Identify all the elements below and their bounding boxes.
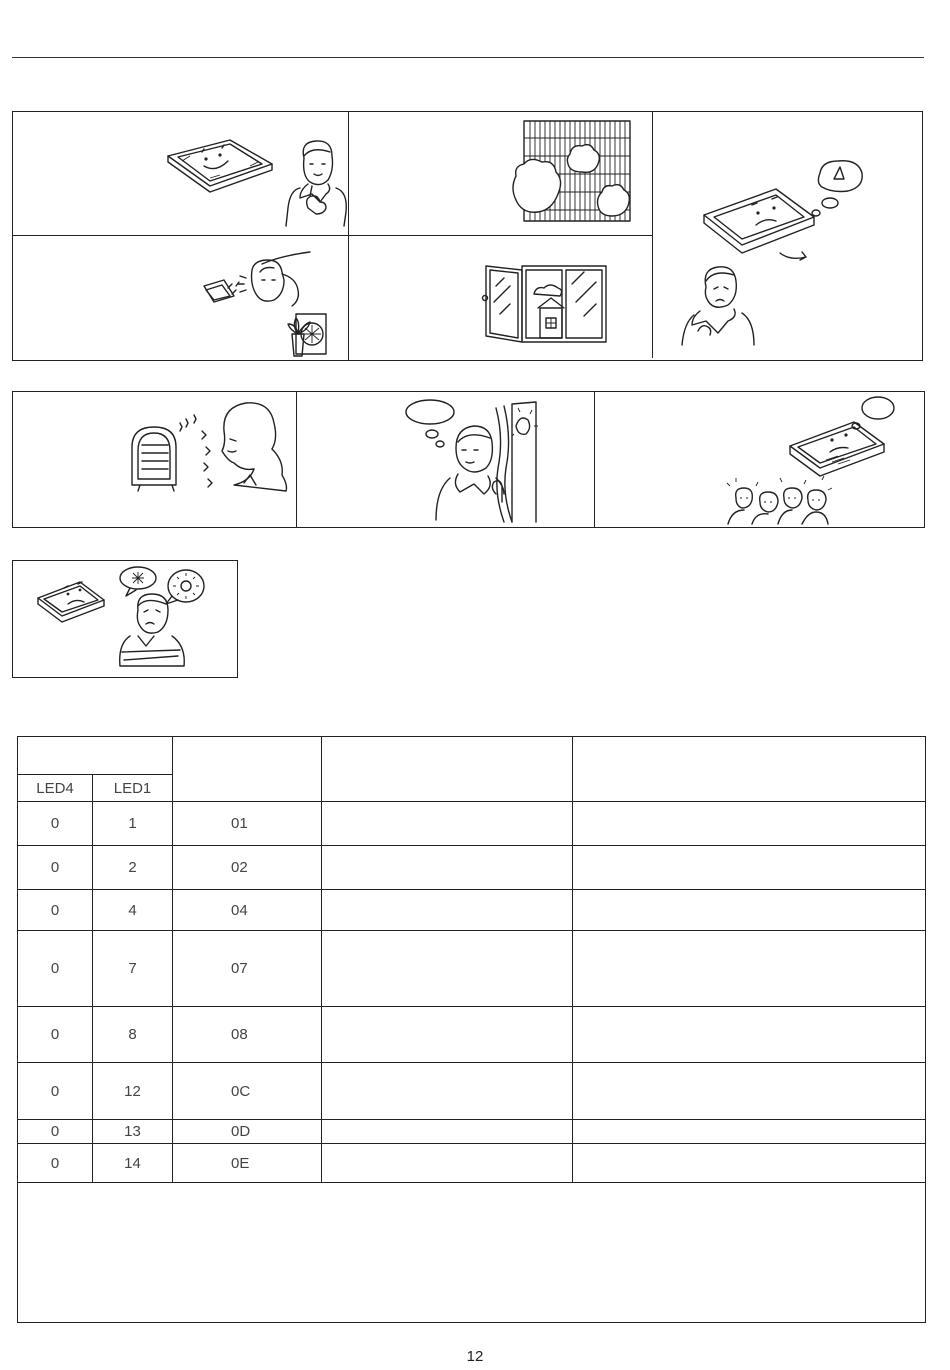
group-2-divider: [296, 391, 297, 528]
cell-code: 02: [173, 846, 322, 890]
cell-led4: 0: [18, 802, 93, 846]
clogged-filter-illustration: [508, 118, 638, 228]
cell-empty: [573, 1063, 926, 1120]
sunlight-curtain-illustration: [400, 398, 550, 526]
cell-led4: 0: [18, 931, 93, 1007]
cell-led4: 0: [18, 846, 93, 890]
header-led1: LED1: [93, 775, 173, 802]
header-cell-code: [173, 737, 322, 802]
airflow-on-person-plant-illustration: [200, 250, 345, 360]
table-row: [18, 1007, 926, 1063]
table-row: [18, 1120, 926, 1144]
cell-empty: [573, 890, 926, 931]
cell-led4: 0: [18, 890, 93, 931]
cell-led4: 0: [18, 1120, 93, 1144]
cell-led1: 2: [93, 846, 173, 890]
table-notes-row: [18, 1183, 926, 1323]
group-2-divider: [594, 391, 595, 528]
cell-empty: [573, 846, 926, 890]
group-1-divider: [652, 111, 653, 358]
page-number: 12: [466, 1348, 484, 1365]
cell-empty: [573, 1120, 926, 1144]
cell-empty: [573, 1144, 926, 1183]
table-row: [18, 846, 926, 890]
cell-led1: 1: [93, 802, 173, 846]
cell-empty: [322, 931, 573, 1007]
cell-notes: [18, 1183, 926, 1323]
open-window-illustration: [480, 262, 615, 347]
cell-empty: [573, 802, 926, 846]
table-header-row: [18, 737, 926, 775]
header-cell-3: [322, 737, 573, 802]
cell-led1: 7: [93, 931, 173, 1007]
cell-code: 0E: [173, 1144, 322, 1183]
crowded-room-illustration: [722, 394, 902, 526]
heater-near-person-illustration: [124, 395, 294, 500]
cell-empty: [322, 1063, 573, 1120]
cell-led1: 8: [93, 1007, 173, 1063]
cell-led4: 0: [18, 1144, 93, 1183]
top-rule: [12, 57, 924, 58]
table-row: [18, 890, 926, 931]
cell-empty: [573, 1007, 926, 1063]
group-1-divider: [12, 235, 652, 236]
table-row: [18, 1063, 926, 1120]
table-row: [18, 802, 926, 846]
cell-led4: 0: [18, 1063, 93, 1120]
cell-code: 0D: [173, 1120, 322, 1144]
cell-code: 07: [173, 931, 322, 1007]
cell-empty: [573, 931, 926, 1007]
cell-code: 08: [173, 1007, 322, 1063]
cell-led1: 14: [93, 1144, 173, 1183]
cell-led4: 0: [18, 1007, 93, 1063]
sad-unit-worried-person-illustration: [672, 155, 902, 355]
header-led4: LED4: [18, 775, 93, 802]
header-cell-4: [573, 737, 926, 802]
cell-code: 0C: [173, 1063, 322, 1120]
header-cell-led-group: [18, 737, 173, 775]
cell-led1: 4: [93, 890, 173, 931]
cell-empty: [322, 1120, 573, 1144]
cell-empty: [322, 1144, 573, 1183]
cell-empty: [322, 1007, 573, 1063]
led-error-code-table: [17, 736, 926, 1323]
table-row: [18, 1144, 926, 1183]
cell-empty: [322, 846, 573, 890]
cell-led1: 13: [93, 1120, 173, 1144]
cell-empty: [322, 890, 573, 931]
table-row: [18, 931, 926, 1007]
mode-confusion-illustration: [34, 566, 234, 676]
happy-unit-thumbs-up-illustration: [160, 128, 350, 233]
cell-empty: [322, 802, 573, 846]
cell-code: 01: [173, 802, 322, 846]
cell-led1: 12: [93, 1063, 173, 1120]
cell-code: 04: [173, 890, 322, 931]
